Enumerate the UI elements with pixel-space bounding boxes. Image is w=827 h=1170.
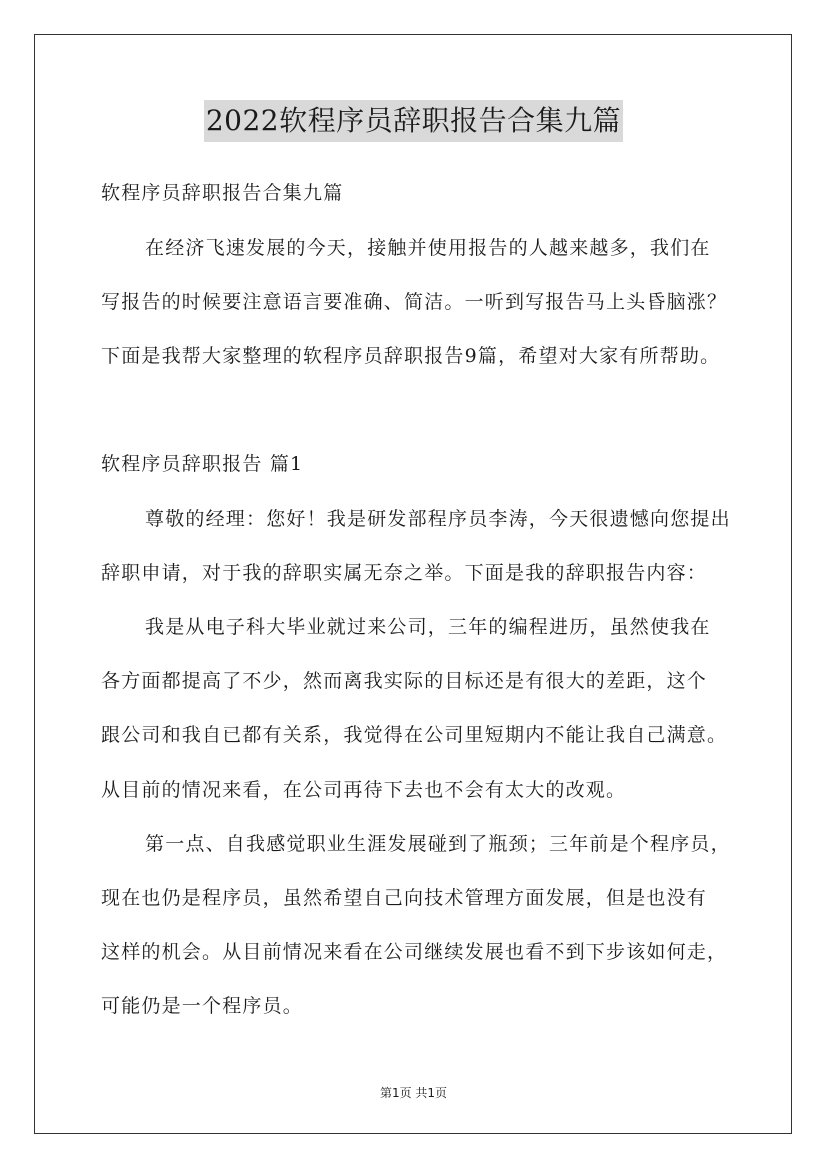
paragraph-line: 各方面都提高了不少，然而离我实际的目标还是有很大的差距，这个 [101,670,708,692]
paragraph-line: 下面是我帮大家整理的软程序员辞职报告9篇，希望对大家有所帮助。 [101,345,721,367]
paragraph-line: 在经济飞速发展的今天，接触并使用报告的人越来越多，我们在 [145,237,711,259]
paragraph-line: 第一点、自我感觉职业生涯发展碰到了瓶颈；三年前是个程序员， [145,833,731,855]
paragraph-line: 写报告的时候要注意语言要准确、简洁。一听到写报告马上头昏脑涨？ [101,291,728,313]
document-title: 2022软程序员辞职报告合集九篇 [204,100,623,142]
paragraph-line: 辞职申请，对于我的辞职实属无奈之举。下面是我的辞职报告内容： [101,562,708,584]
subtitle-line: 软程序员辞职报告合集九篇 [101,182,344,204]
section-heading: 软程序员辞职报告 篇1 [101,453,304,475]
title-container [0,100,827,142]
paragraph-line: 尊敬的经理：您好！我是研发部程序员李涛，今天很遗憾向您提出 [145,508,731,530]
paragraph-line: 我是从电子科大毕业就过来公司，三年的编程进历，虽然使我在 [145,616,711,638]
paragraph-line: 现在也仍是程序员，虽然希望自己向技术管理方面发展，但是也没有 [101,887,708,909]
page-number: 第1页 共1页 [379,1086,448,1100]
paragraph-line: 跟公司和我自已都有关系，我觉得在公司里短期内不能让我自己满意。 [101,724,728,746]
paragraph-line: 可能仍是一个程序员。 [101,995,304,1017]
paragraph-line: 从目前的情况来看，在公司再待下去也不会有太大的改观。 [101,779,627,801]
paragraph-line: 这样的机会。从目前情况来看在公司继续发展也看不到下步该如何走， [101,941,728,963]
